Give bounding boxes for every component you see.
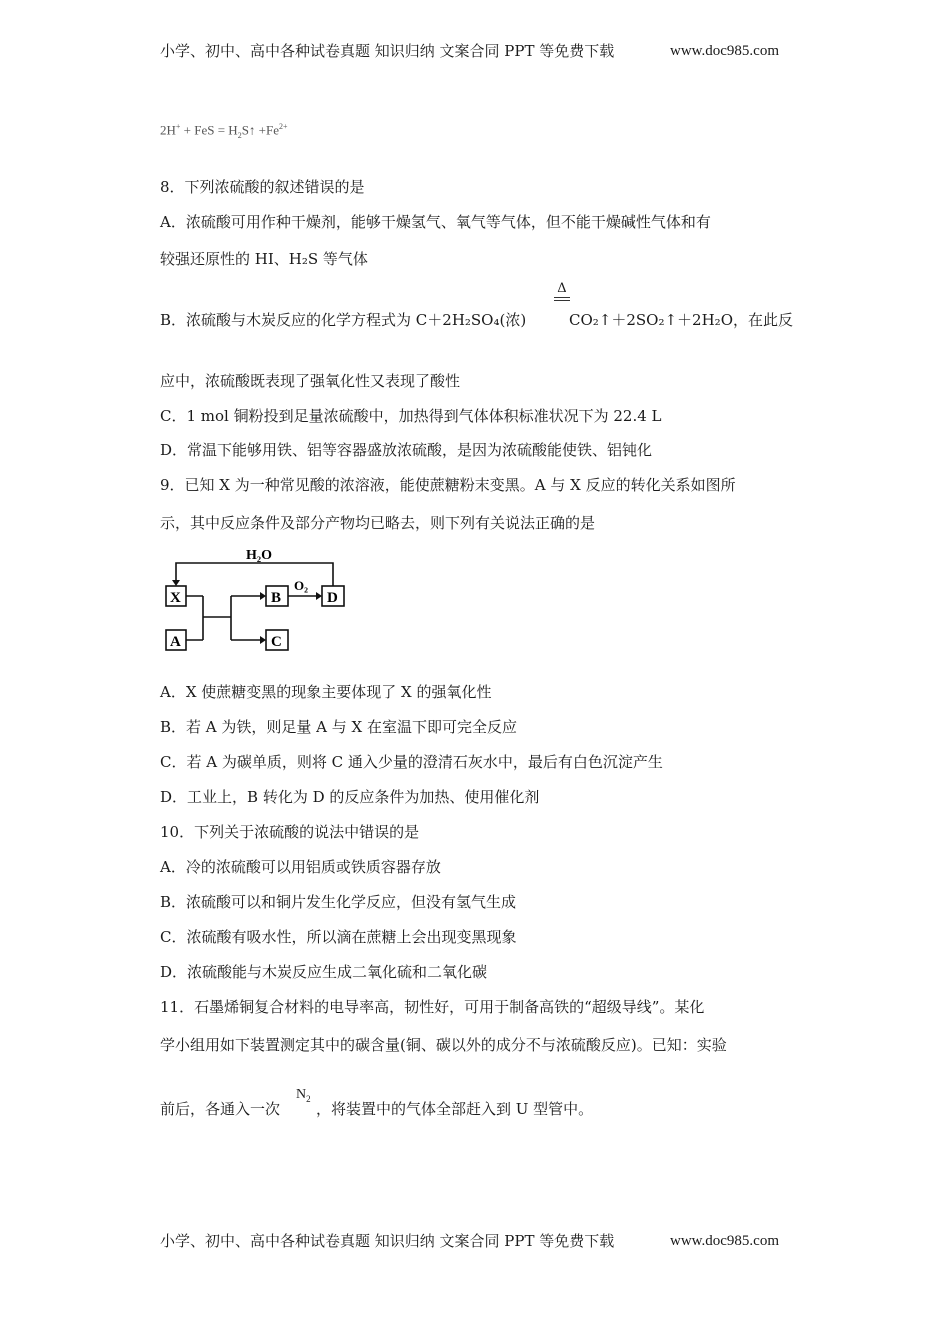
- label-b: B: [271, 590, 282, 606]
- label-x: X: [170, 590, 181, 606]
- h2o-label: H₂O: [246, 548, 272, 563]
- q9-stem-line2: 示，其中反应条件及部分产物均已略去，则下列有关说法正确的是: [160, 514, 596, 532]
- footer-url[interactable]: www.doc985.com: [670, 1233, 780, 1249]
- q9-option-a: A．X 使蔗糖变黑的现象主要体现了 X 的强氧化性: [160, 683, 492, 701]
- q10-option-b: B．浓硫酸可以和铜片发生化学反应，但没有氢气生成: [160, 893, 517, 911]
- footer-text: 小学、初中、高中各种试卷真题 知识归纳 文案合同 PPT 等免费下载: [160, 1232, 615, 1250]
- q10-stem: 10．下列关于浓硫酸的说法中错误的是: [160, 823, 420, 841]
- q8-option-d: D．常温下能够用铁、铝等容器盛放浓硫酸，是因为浓硫酸能使铁、铝钝化: [160, 441, 653, 459]
- q10-option-c: C．浓硫酸有吸水性，所以滴在蔗糖上会出现变黑现象: [160, 928, 517, 946]
- o2-label: O₂: [294, 578, 309, 593]
- q9-option-c: C．若 A 为碳单质，则将 C 通入少量的澄清石灰水中，最后有白色沉淀产生: [160, 753, 663, 771]
- q8-option-a-line1: A．浓硫酸可用作种干燥剂，能够干燥氢气、氧气等气体，但不能干燥碱性气体和有: [160, 213, 711, 231]
- top-equation: 2H+ + FeS = $H_2S↑ +Fe^{2+}$: [160, 122, 288, 140]
- q9-stem-line1: 9．已知 X 为一种常见酸的浓溶液，能使蔗糖粉末变黑。A 与 X 反应的转化关系如图所: [160, 476, 736, 494]
- q11-line1: 11．石墨烯铜复合材料的电导率高，韧性好，可用于制备高铁的“超级导线”。某化: [160, 998, 705, 1016]
- q11-line3-right: ，将装置中的气体全部赶入到 U 型管中。: [316, 1100, 594, 1118]
- q8-stem: 8．下列浓硫酸的叙述错误的是: [160, 178, 365, 196]
- n2-formula: $N_2$: [296, 1087, 311, 1104]
- q8-option-b-left: B．浓硫酸与木炭反应的化学方程式为 C＋2H₂SO₄(浓): [160, 311, 527, 329]
- q9-option-d: D．工业上，B 转化为 D 的反应条件为加热、使用催化剂: [160, 788, 540, 806]
- q8-option-b-line2: 应中，浓硫酸既表现了强氧化性又表现了酸性: [160, 372, 461, 390]
- page-header: [0, 40, 950, 64]
- q10-option-a: A．冷的浓硫酸可以用铝质或铁质容器存放: [160, 858, 441, 876]
- label-d: D: [327, 590, 338, 606]
- heating-condition: Δ: [554, 282, 570, 301]
- reaction-diagram: [158, 545, 358, 655]
- label-a: A: [170, 634, 181, 650]
- q11-line2: 学小组用如下装置测定其中的碳含量(铜、碳以外的成分不与浓硫酸反应)。已知：实验: [160, 1036, 727, 1054]
- q11-line3-left: 前后，各通入一次: [160, 1100, 281, 1118]
- q8-option-a-line2: 较强还原性的 HI、H₂S 等气体: [160, 250, 368, 268]
- q9-option-b: B．若 A 为铁，则足量 A 与 X 在室温下即可完全反应: [160, 718, 517, 736]
- q8-option-c: C．1 mol 铜粉投到足量浓硫酸中，加热得到气体体积标准状况下为 22.4 L: [160, 407, 662, 425]
- header-url[interactable]: www.doc985.com: [670, 43, 780, 59]
- q10-option-d: D．浓硫酸能与木炭反应生成二氧化硫和二氧化碳: [160, 963, 488, 981]
- page-footer: [0, 1230, 950, 1254]
- header-text: 小学、初中、高中各种试卷真题 知识归纳 文案合同 PPT 等免费下载: [160, 42, 615, 60]
- label-c: C: [271, 634, 282, 650]
- h2o-feedback-line: [176, 563, 333, 586]
- q8-option-b-right: CO₂↑＋2SO₂↑＋2H₂O，在此反: [569, 311, 793, 329]
